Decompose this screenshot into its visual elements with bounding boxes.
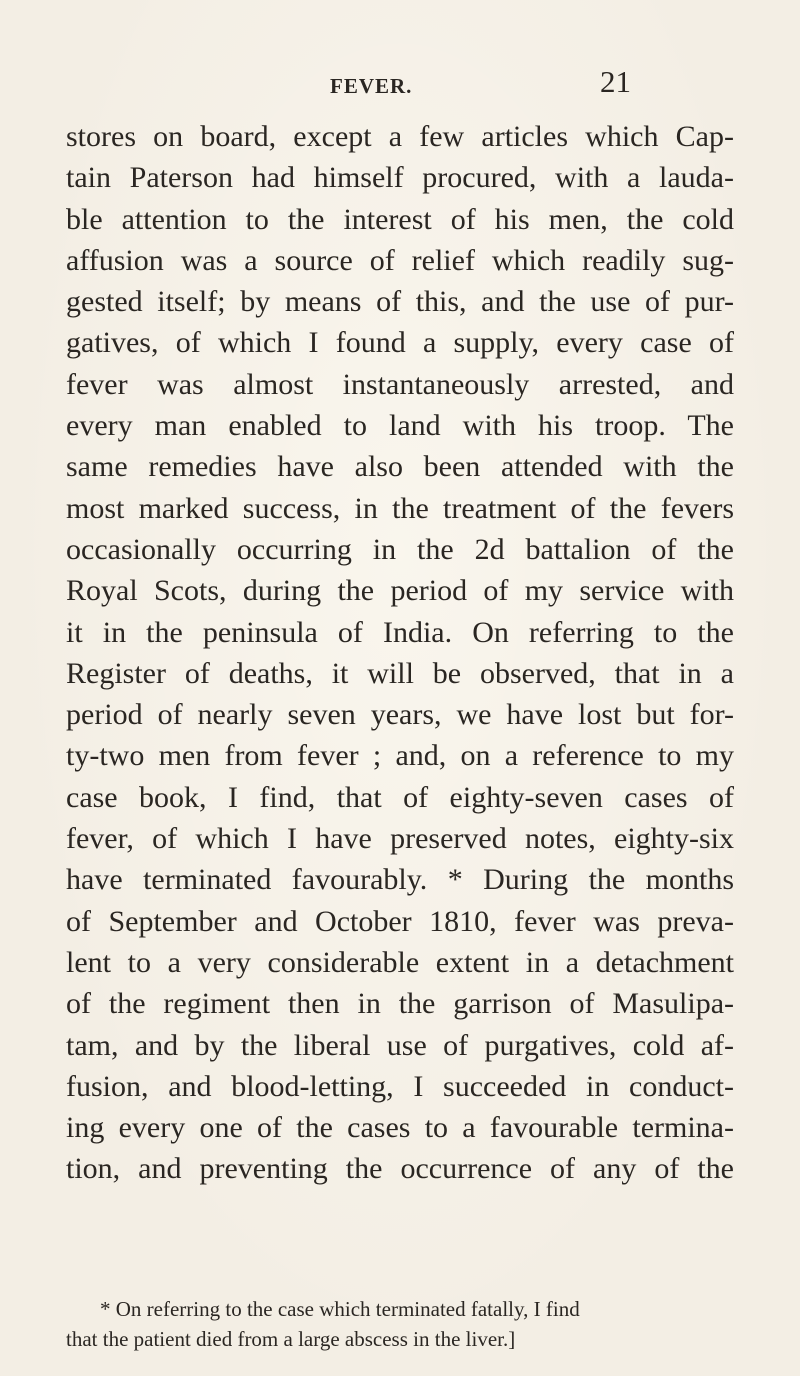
page-number: 21 — [600, 64, 631, 99]
text-line: affusion was a source of relief which readily sug- — [66, 243, 734, 277]
footnote-line: that the patient died from a large abscess in the liver.] — [66, 1327, 516, 1351]
text-line: ing every one of the cases to a favourable termina- — [66, 1111, 734, 1145]
text-line: tain Paterson had himself procured, with a lauda- — [66, 161, 734, 195]
text-line: lent to a very considerable extent in a detachment — [66, 945, 734, 979]
page-header — [0, 64, 800, 104]
text-line: tion, and preventing the occurrence of any of the — [66, 1152, 734, 1186]
text-line: case book, I find, that of eighty-seven cases of — [66, 780, 734, 814]
text-line: have terminated favourably. * During the months — [66, 863, 734, 897]
body-text — [66, 116, 734, 1190]
text-line: Royal Scots, during the period of my service with — [66, 574, 734, 608]
text-line: ble attention to the interest of his men, the cold — [66, 202, 734, 236]
text-line: every man enabled to land with his troop. The — [66, 409, 734, 443]
text-line: fever was almost instantaneously arrested, and — [66, 367, 734, 401]
text-line: fever, of which I have preserved notes, eighty-six — [66, 822, 734, 856]
text-line: tam, and by the liberal use of purgatives, cold af- — [66, 1028, 734, 1062]
text-line: period of nearly seven years, we have lost but for- — [66, 698, 734, 732]
text-line: Register of deaths, it will be observed, that in a — [66, 656, 734, 690]
text-line: most marked success, in the treatment of the fevers — [66, 491, 734, 525]
text-line: gested itself; by means of this, and the use of pur- — [66, 285, 734, 319]
text-line: gatives, of which I found a supply, every case of — [66, 326, 734, 360]
running-head: FEVER. — [330, 74, 413, 98]
footnote-line: * On referring to the case which terminated fatally, I find — [100, 1297, 580, 1321]
text-line: of the regiment then in the garrison of Masulipa- — [66, 987, 734, 1021]
text-line: occasionally occurring in the 2d battalion of the — [66, 532, 734, 566]
text-line: fusion, and blood-letting, I succeeded in conduct- — [66, 1069, 734, 1103]
text-line: ty-two men from fever ; and, on a reference to my — [66, 739, 734, 773]
text-line: of September and October 1810, fever was preva- — [66, 904, 734, 938]
footnote — [66, 1294, 738, 1354]
text-line: it in the peninsula of India. On referring to the — [66, 615, 734, 649]
text-line: stores on board, except a few articles which Cap- — [66, 120, 734, 153]
text-line: same remedies have also been attended with the — [66, 450, 734, 484]
